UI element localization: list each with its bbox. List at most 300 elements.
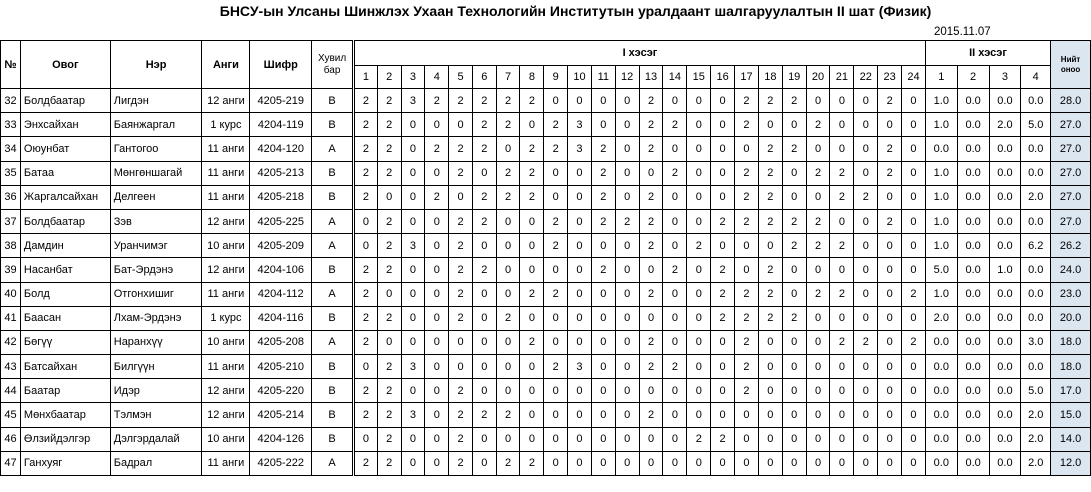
cell-part2-score[interactable]: 0.0 [957,113,989,137]
cell-part1-score[interactable]: 2 [735,89,759,113]
cell-part1-score[interactable]: 2 [878,209,902,233]
cell-name[interactable]: Наранхүү [110,330,202,354]
cell-part1-score[interactable]: 2 [830,161,854,185]
cell-part1-score[interactable]: 2 [520,161,544,185]
cell-part1-score[interactable]: 0 [711,234,735,258]
cell-part2-score[interactable]: 5.0 [1021,379,1051,403]
cell-part1-score[interactable]: 2 [782,306,806,330]
cell-part1-score[interactable]: 0 [663,137,687,161]
cell-grade[interactable]: 10 анги [202,427,250,451]
cell-part2-score[interactable]: 1.0 [925,234,957,258]
cell-part1-score[interactable]: 2 [758,185,782,209]
cell-part1-score[interactable]: 0 [449,185,473,209]
cell-part1-score[interactable]: 0 [878,330,902,354]
cell-part1-score[interactable]: 0 [568,379,592,403]
cell-part1-score[interactable]: 0 [663,185,687,209]
cell-part1-score[interactable]: 2 [711,209,735,233]
cell-total[interactable]: 27.0 [1051,113,1091,137]
cell-part1-score[interactable]: 0 [544,403,568,427]
cell-surname[interactable]: Өлзийдэлгэр [20,427,110,451]
cell-part1-score[interactable]: 0 [520,234,544,258]
cell-part1-score[interactable]: 2 [591,161,615,185]
cell-part1-score[interactable]: 2 [854,185,878,209]
cell-part1-score[interactable]: 0 [520,379,544,403]
cell-part1-score[interactable]: 0 [472,379,496,403]
cell-grade[interactable]: 11 анги [202,161,250,185]
cell-part1-score[interactable]: 2 [735,185,759,209]
cell-surname[interactable]: Дамдин [20,234,110,258]
cell-part1-score[interactable]: 0 [401,161,425,185]
cell-part1-score[interactable]: 0 [544,451,568,475]
cell-part2-score[interactable]: 0.0 [989,209,1021,233]
cell-part1-score[interactable]: 0 [687,185,711,209]
cell-part1-score[interactable]: 0 [591,379,615,403]
cell-part1-score[interactable]: 2 [639,137,663,161]
cell-part1-score[interactable]: 0 [591,306,615,330]
cell-part2-score[interactable]: 0.0 [1021,161,1051,185]
cell-part1-score[interactable]: 0 [878,234,902,258]
cell-part2-score[interactable]: 0.0 [957,282,989,306]
cell-part1-score[interactable]: 0 [663,403,687,427]
cell-part1-score[interactable]: 0 [401,185,425,209]
cell-part2-score[interactable]: 0.0 [957,209,989,233]
cell-part1-score[interactable]: 0 [449,355,473,379]
cell-part1-score[interactable]: 2 [354,306,378,330]
cell-code[interactable]: 4204-119 [250,113,312,137]
cell-surname[interactable]: Баасан [20,306,110,330]
cell-code[interactable]: 4205-214 [250,403,312,427]
cell-part1-score[interactable]: 0 [687,451,711,475]
cell-part1-score[interactable]: 0 [902,306,926,330]
cell-part1-score[interactable]: 2 [878,161,902,185]
cell-grade[interactable]: 12 анги [202,209,250,233]
cell-part2-score[interactable]: 0.0 [1021,282,1051,306]
cell-part1-score[interactable]: 0 [615,451,639,475]
cell-part1-score[interactable]: 0 [902,379,926,403]
cell-part1-score[interactable]: 0 [854,306,878,330]
cell-part1-score[interactable]: 0 [687,330,711,354]
cell-part1-score[interactable]: 2 [472,137,496,161]
cell-part1-score[interactable]: 3 [401,403,425,427]
cell-part1-score[interactable]: 2 [472,258,496,282]
cell-part1-score[interactable]: 0 [663,234,687,258]
cell-part1-score[interactable]: 0 [568,306,592,330]
cell-part1-score[interactable]: 2 [758,306,782,330]
cell-part1-score[interactable]: 0 [854,282,878,306]
cell-part1-score[interactable]: 0 [854,209,878,233]
cell-part1-score[interactable]: 2 [639,113,663,137]
cell-part1-score[interactable]: 0 [401,306,425,330]
cell-part1-score[interactable]: 2 [758,137,782,161]
cell-part1-score[interactable]: 0 [878,427,902,451]
cell-code[interactable]: 4205-220 [250,379,312,403]
cell-part1-score[interactable]: 0 [591,282,615,306]
cell-surname[interactable]: Болдбаатар [20,209,110,233]
cell-part1-score[interactable]: 2 [591,137,615,161]
cell-part2-score[interactable]: 0.0 [925,330,957,354]
cell-part1-score[interactable]: 0 [425,355,449,379]
cell-part1-score[interactable]: 0 [496,379,520,403]
cell-part2-score[interactable]: 0.0 [957,427,989,451]
cell-part1-score[interactable]: 0 [711,185,735,209]
cell-part1-score[interactable]: 0 [401,209,425,233]
cell-part1-score[interactable]: 2 [354,113,378,137]
cell-part2-score[interactable]: 0.0 [989,403,1021,427]
cell-part1-score[interactable]: 0 [496,258,520,282]
cell-name[interactable]: Лхам-Эрдэнэ [110,306,202,330]
cell-part2-score[interactable]: 5.0 [1021,113,1051,137]
cell-grade[interactable]: 12 анги [202,258,250,282]
cell-part1-score[interactable]: 0 [758,379,782,403]
cell-part1-score[interactable]: 0 [591,113,615,137]
cell-part1-score[interactable]: 0 [544,161,568,185]
cell-surname[interactable]: Насанбат [20,258,110,282]
cell-part1-score[interactable]: 0 [854,89,878,113]
cell-part1-score[interactable]: 0 [854,451,878,475]
cell-part1-score[interactable]: 2 [377,258,401,282]
cell-part1-score[interactable]: 0 [806,379,830,403]
cell-variant[interactable]: A [312,282,354,306]
cell-part1-score[interactable]: 2 [449,403,473,427]
cell-part1-score[interactable]: 0 [354,355,378,379]
cell-no[interactable]: 46 [1,427,21,451]
cell-part1-score[interactable]: 0 [615,427,639,451]
cell-part1-score[interactable]: 0 [782,258,806,282]
cell-part2-score[interactable]: 0.0 [957,379,989,403]
cell-part2-score[interactable]: 0.0 [957,330,989,354]
cell-part1-score[interactable]: 0 [591,89,615,113]
cell-part1-score[interactable]: 0 [878,282,902,306]
cell-part1-score[interactable]: 2 [591,258,615,282]
cell-part1-score[interactable]: 0 [568,282,592,306]
cell-part1-score[interactable]: 2 [735,209,759,233]
cell-variant[interactable]: B [312,379,354,403]
cell-part1-score[interactable]: 2 [711,258,735,282]
cell-part1-score[interactable]: 0 [615,185,639,209]
cell-part1-score[interactable]: 2 [544,209,568,233]
cell-part1-score[interactable]: 0 [425,113,449,137]
cell-part1-score[interactable]: 2 [615,209,639,233]
cell-part1-score[interactable]: 0 [687,258,711,282]
cell-part1-score[interactable]: 2 [449,427,473,451]
cell-part1-score[interactable]: 2 [544,137,568,161]
cell-part1-score[interactable]: 0 [663,89,687,113]
cell-variant[interactable]: A [312,330,354,354]
cell-part2-score[interactable]: 2.0 [989,113,1021,137]
cell-part2-score[interactable]: 1.0 [989,258,1021,282]
cell-surname[interactable]: Ганхуяг [20,451,110,475]
cell-part1-score[interactable]: 2 [472,209,496,233]
cell-part1-score[interactable]: 0 [568,185,592,209]
cell-part1-score[interactable]: 0 [496,427,520,451]
cell-part1-score[interactable]: 2 [639,89,663,113]
cell-part1-score[interactable]: 0 [830,451,854,475]
cell-part1-score[interactable]: 0 [591,234,615,258]
cell-part2-score[interactable]: 0.0 [989,234,1021,258]
cell-no[interactable]: 35 [1,161,21,185]
cell-part2-score[interactable]: 2.0 [1021,403,1051,427]
cell-part1-score[interactable]: 2 [806,113,830,137]
cell-part1-score[interactable]: 0 [615,355,639,379]
cell-part1-score[interactable]: 0 [401,258,425,282]
cell-part2-score[interactable]: 0.0 [957,403,989,427]
cell-part1-score[interactable]: 0 [878,258,902,282]
cell-part1-score[interactable]: 3 [568,355,592,379]
cell-part1-score[interactable]: 0 [806,137,830,161]
cell-part1-score[interactable]: 0 [425,379,449,403]
cell-part1-score[interactable]: 2 [449,379,473,403]
cell-part1-score[interactable]: 2 [496,89,520,113]
cell-part1-score[interactable]: 0 [496,355,520,379]
cell-no[interactable]: 45 [1,403,21,427]
cell-total[interactable]: 18.0 [1051,330,1091,354]
cell-surname[interactable]: Батсайхан [20,355,110,379]
cell-part1-score[interactable]: 0 [615,282,639,306]
cell-part1-score[interactable]: 0 [544,89,568,113]
cell-part1-score[interactable]: 2 [902,330,926,354]
cell-part1-score[interactable]: 0 [902,427,926,451]
cell-part1-score[interactable]: 0 [354,234,378,258]
cell-part1-score[interactable]: 0 [663,209,687,233]
cell-part1-score[interactable]: 0 [854,113,878,137]
cell-part1-score[interactable]: 0 [568,403,592,427]
cell-part1-score[interactable]: 0 [615,234,639,258]
cell-part1-score[interactable]: 2 [377,306,401,330]
cell-part1-score[interactable]: 0 [687,161,711,185]
cell-part1-score[interactable]: 0 [401,330,425,354]
cell-part1-score[interactable]: 2 [377,355,401,379]
cell-part1-score[interactable]: 0 [425,451,449,475]
cell-part1-score[interactable]: 0 [902,209,926,233]
cell-part1-score[interactable]: 0 [591,403,615,427]
cell-part2-score[interactable]: 0.0 [925,403,957,427]
cell-part1-score[interactable]: 0 [687,89,711,113]
cell-part1-score[interactable]: 0 [472,306,496,330]
cell-part1-score[interactable]: 0 [425,161,449,185]
cell-part1-score[interactable]: 2 [663,258,687,282]
cell-part1-score[interactable]: 0 [615,258,639,282]
cell-part1-score[interactable]: 0 [663,282,687,306]
cell-part1-score[interactable]: 0 [354,209,378,233]
cell-part1-score[interactable]: 0 [782,282,806,306]
cell-part1-score[interactable]: 2 [735,379,759,403]
cell-part1-score[interactable]: 0 [472,161,496,185]
cell-part1-score[interactable]: 2 [830,282,854,306]
cell-part1-score[interactable]: 0 [830,113,854,137]
cell-variant[interactable]: B [312,306,354,330]
cell-code[interactable]: 4205-222 [250,451,312,475]
cell-part1-score[interactable]: 0 [377,185,401,209]
cell-part1-score[interactable]: 0 [830,403,854,427]
cell-part1-score[interactable]: 0 [520,427,544,451]
cell-part2-score[interactable]: 0.0 [989,330,1021,354]
cell-part1-score[interactable]: 0 [544,330,568,354]
cell-no[interactable]: 37 [1,209,21,233]
cell-part1-score[interactable]: 0 [615,137,639,161]
cell-part1-score[interactable]: 2 [449,209,473,233]
cell-part1-score[interactable]: 0 [615,161,639,185]
cell-part1-score[interactable]: 2 [377,113,401,137]
cell-part1-score[interactable]: 0 [711,355,735,379]
cell-part1-score[interactable]: 2 [806,161,830,185]
cell-part1-score[interactable]: 2 [354,282,378,306]
cell-part1-score[interactable]: 2 [472,185,496,209]
cell-part1-score[interactable]: 0 [568,258,592,282]
cell-part1-score[interactable]: 0 [663,451,687,475]
cell-part1-score[interactable]: 0 [711,137,735,161]
cell-part2-score[interactable]: 0.0 [957,306,989,330]
cell-part1-score[interactable]: 2 [639,282,663,306]
cell-grade[interactable]: 12 анги [202,89,250,113]
cell-part1-score[interactable]: 2 [449,282,473,306]
cell-part1-score[interactable]: 2 [354,379,378,403]
cell-variant[interactable]: B [312,258,354,282]
cell-part1-score[interactable]: 2 [520,89,544,113]
cell-no[interactable]: 34 [1,137,21,161]
cell-part1-score[interactable]: 0 [711,451,735,475]
cell-code[interactable]: 4205-225 [250,209,312,233]
cell-part1-score[interactable]: 2 [735,355,759,379]
cell-part1-score[interactable]: 0 [687,355,711,379]
cell-part1-score[interactable]: 2 [591,185,615,209]
cell-total[interactable]: 18.0 [1051,355,1091,379]
cell-part1-score[interactable]: 2 [520,137,544,161]
cell-part1-score[interactable]: 0 [806,427,830,451]
cell-part1-score[interactable]: 0 [782,113,806,137]
cell-surname[interactable]: Болд [20,282,110,306]
cell-part1-score[interactable]: 0 [687,137,711,161]
cell-part1-score[interactable]: 0 [878,379,902,403]
cell-part2-score[interactable]: 0.0 [1021,89,1051,113]
cell-part1-score[interactable]: 0 [782,451,806,475]
cell-part1-score[interactable]: 2 [472,89,496,113]
cell-part1-score[interactable]: 2 [354,185,378,209]
cell-part1-score[interactable]: 0 [782,355,806,379]
cell-part1-score[interactable]: 0 [591,330,615,354]
cell-part1-score[interactable]: 2 [377,234,401,258]
cell-part1-score[interactable]: 0 [472,451,496,475]
cell-part1-score[interactable]: 0 [615,379,639,403]
cell-part1-score[interactable]: 0 [711,403,735,427]
cell-total[interactable]: 15.0 [1051,403,1091,427]
cell-total[interactable]: 27.0 [1051,137,1091,161]
cell-part2-score[interactable]: 0.0 [925,355,957,379]
cell-part1-score[interactable]: 2 [711,427,735,451]
cell-part1-score[interactable]: 0 [496,330,520,354]
cell-part1-score[interactable]: 3 [568,113,592,137]
cell-part1-score[interactable]: 2 [520,185,544,209]
cell-part1-score[interactable]: 0 [377,282,401,306]
cell-name[interactable]: Зэв [110,209,202,233]
cell-part1-score[interactable]: 0 [520,209,544,233]
cell-name[interactable]: Идэр [110,379,202,403]
cell-surname[interactable]: Энхсайхан [20,113,110,137]
cell-part1-score[interactable]: 0 [711,113,735,137]
cell-part1-score[interactable]: 0 [615,403,639,427]
cell-part2-score[interactable]: 0.0 [957,355,989,379]
cell-part1-score[interactable]: 0 [520,306,544,330]
cell-part1-score[interactable]: 3 [401,89,425,113]
cell-variant[interactable]: B [312,185,354,209]
cell-part1-score[interactable]: 0 [639,427,663,451]
cell-total[interactable]: 12.0 [1051,451,1091,475]
cell-part1-score[interactable]: 0 [782,161,806,185]
cell-part1-score[interactable]: 2 [639,209,663,233]
cell-grade[interactable]: 11 анги [202,137,250,161]
cell-part1-score[interactable]: 2 [472,403,496,427]
cell-part1-score[interactable]: 0 [758,451,782,475]
cell-part2-score[interactable]: 0.0 [989,282,1021,306]
cell-part1-score[interactable]: 0 [806,451,830,475]
cell-part1-score[interactable]: 2 [711,282,735,306]
cell-variant[interactable]: A [312,451,354,475]
cell-grade[interactable]: 11 анги [202,282,250,306]
cell-surname[interactable]: Болдбаатар [20,89,110,113]
cell-surname[interactable]: Жаргалсайхан [20,185,110,209]
cell-variant[interactable]: B [312,113,354,137]
cell-part1-score[interactable]: 0 [806,403,830,427]
cell-part1-score[interactable]: 2 [544,234,568,258]
cell-no[interactable]: 33 [1,113,21,137]
cell-grade[interactable]: 10 анги [202,330,250,354]
cell-part1-score[interactable]: 0 [806,330,830,354]
cell-part1-score[interactable]: 2 [735,330,759,354]
cell-part1-score[interactable]: 2 [377,209,401,233]
cell-part2-score[interactable]: 0.0 [989,427,1021,451]
cell-part1-score[interactable]: 2 [663,161,687,185]
cell-part1-score[interactable]: 0 [806,185,830,209]
cell-part1-score[interactable]: 2 [735,306,759,330]
cell-part1-score[interactable]: 0 [639,379,663,403]
cell-part1-score[interactable]: 2 [758,89,782,113]
cell-part1-score[interactable]: 0 [663,379,687,403]
cell-variant[interactable]: A [312,209,354,233]
cell-part1-score[interactable]: 0 [449,113,473,137]
cell-part1-score[interactable]: 0 [782,427,806,451]
cell-part1-score[interactable]: 2 [735,113,759,137]
cell-part1-score[interactable]: 2 [544,113,568,137]
cell-total[interactable]: 24.0 [1051,258,1091,282]
cell-part1-score[interactable]: 0 [854,427,878,451]
cell-part1-score[interactable]: 0 [806,258,830,282]
cell-part1-score[interactable]: 0 [687,403,711,427]
cell-part1-score[interactable]: 0 [639,451,663,475]
cell-code[interactable]: 4205-208 [250,330,312,354]
cell-part1-score[interactable]: 2 [449,234,473,258]
cell-name[interactable]: Отгонхишиг [110,282,202,306]
cell-part1-score[interactable]: 2 [354,451,378,475]
cell-part1-score[interactable]: 0 [425,306,449,330]
cell-grade[interactable]: 12 анги [202,379,250,403]
cell-part2-score[interactable]: 0.0 [957,89,989,113]
cell-part2-score[interactable]: 0.0 [925,137,957,161]
cell-variant[interactable]: B [312,89,354,113]
cell-part1-score[interactable]: 2 [520,451,544,475]
cell-part1-score[interactable]: 2 [758,161,782,185]
cell-code[interactable]: 4205-218 [250,185,312,209]
cell-part1-score[interactable]: 0 [615,330,639,354]
cell-part1-score[interactable]: 2 [639,185,663,209]
cell-part2-score[interactable]: 0.0 [1021,355,1051,379]
cell-part1-score[interactable]: 2 [425,89,449,113]
cell-part1-score[interactable]: 0 [663,306,687,330]
cell-code[interactable]: 4204-120 [250,137,312,161]
cell-part1-score[interactable]: 0 [735,234,759,258]
cell-part1-score[interactable]: 2 [806,209,830,233]
cell-name[interactable]: Билгүүн [110,355,202,379]
cell-part1-score[interactable]: 0 [544,379,568,403]
cell-surname[interactable]: Батаа [20,161,110,185]
